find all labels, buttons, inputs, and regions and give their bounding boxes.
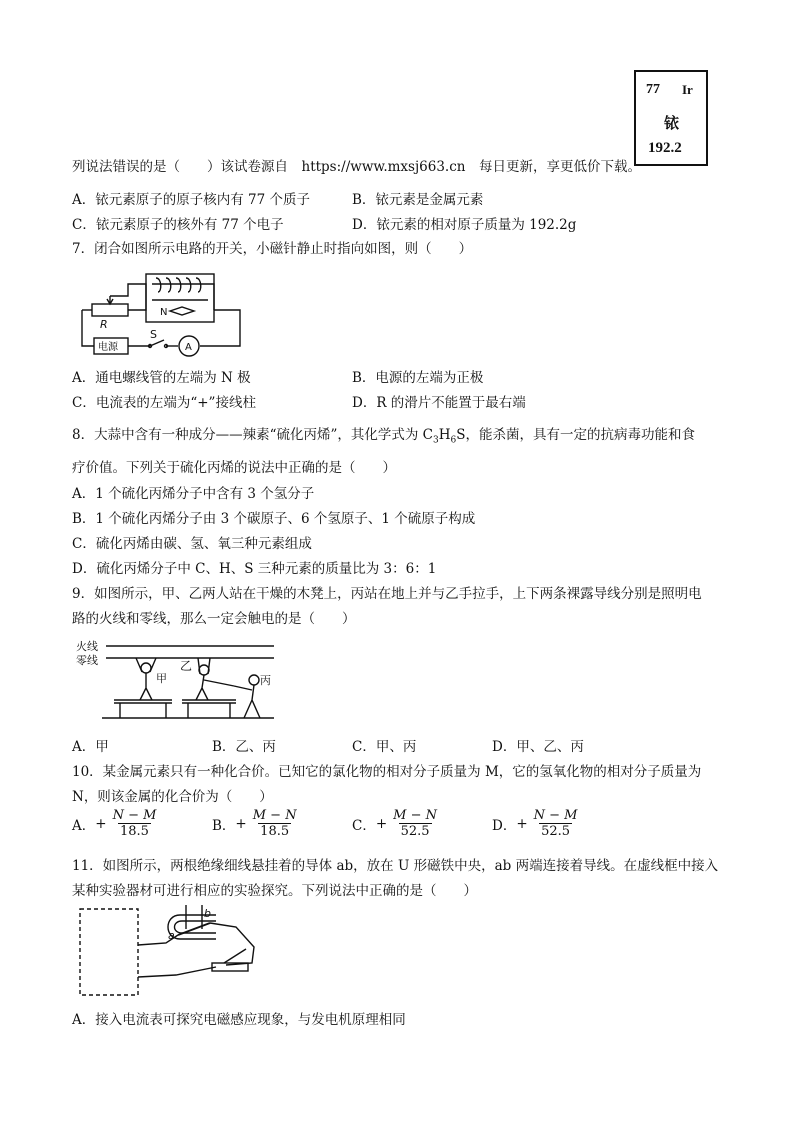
q7-option-c: C．电流表的左端为“+”接线柱 [72, 395, 256, 411]
q6-option-c: C．铱元素原子的核外有 77 个电子 [72, 217, 284, 233]
rheostat-icon [92, 304, 128, 316]
q9-option-c: C．甲、丙 [352, 739, 417, 755]
q10-option-b-denominator: 18.5 [260, 824, 290, 839]
stool-1 [114, 700, 172, 718]
label-ammeter: A [185, 342, 192, 353]
q10-option-c-letter: C． [352, 817, 376, 834]
q10-option-b-numerator: M − N [252, 808, 297, 823]
stool-2 [182, 700, 236, 718]
element-name: 铱 [664, 114, 680, 132]
q10-option-a [72, 808, 158, 839]
q10-option-c-sign: + [375, 815, 388, 832]
q10-option-a-denominator: 18.5 [120, 824, 149, 839]
label-yi: 乙 [180, 659, 193, 673]
q10-option-b-sign: + [235, 815, 247, 832]
q8-sub-c: 3 [433, 435, 439, 446]
q8-stem [72, 426, 695, 450]
q8-option-c: C．硫化丙烯由碳、氢、氧三种元素组成 [72, 536, 312, 552]
label-source: 电源 [98, 342, 118, 353]
dashed-box [80, 909, 138, 995]
label-r: R [100, 318, 108, 331]
q7-option-b: B．电源的左端为正极 [352, 370, 484, 386]
q8-stem-h: H [438, 427, 451, 443]
element-symbol: Ir [682, 82, 693, 97]
q10-option-d-numerator: N − M [533, 808, 578, 823]
q8-sub-h: 6 [450, 435, 457, 446]
q8-option-b: B．1 个硫化丙烯分子由 3 个碳原子、6 个氢原子、1 个硫原子构成 [72, 511, 476, 527]
label-n: N [160, 307, 168, 318]
q6-option-b: B．铱元素是金属元素 [352, 192, 484, 208]
q10-stem-1: 10．某金属元素只有一种化合价。已知它的氯化物的相对分子质量为 M，它的氢氧化物的相对分子质量为 [72, 764, 702, 780]
q9-stem-2: 路的火线和零线，那么一定会触电的是（ ） [72, 611, 356, 627]
label-jia: 甲 [156, 672, 167, 685]
q8-stem-a: 8．大蒜中含有一种成分——辣素“硫化丙烯”，其化学式为 C [72, 427, 434, 443]
q7-option-a: A．通电螺线管的左端为 N 极 [72, 370, 251, 386]
q6-stem: 列说法错误的是（ ）该试卷源自 https://www.mxsj663.cn 每日更新，享更低价下载。 [72, 159, 641, 175]
element-card [634, 70, 708, 166]
q9-option-b: B．乙、丙 [212, 739, 276, 755]
q8-stem-2: 疗价值。下列关于硫化丙烯的说法中正确的是（ ） [72, 460, 396, 476]
compass-needle-icon [170, 307, 194, 315]
q7-option-d: D．R 的滑片不能置于最右端 [352, 395, 526, 411]
label-b: b [204, 907, 211, 920]
q10-option-c-denominator: 52.5 [400, 824, 430, 839]
q10-option-b [212, 808, 299, 839]
element-mass: 192.2 [648, 140, 682, 156]
q10-option-a-letter: A． [72, 817, 96, 834]
q10-option-a-numerator: N − M [112, 808, 157, 823]
q11-stem-2: 某种实验器材可进行相应的实验探究。下列说法中正确的是（ ） [72, 883, 477, 899]
label-s: S [150, 328, 157, 341]
q9-electric-shock-figure [74, 636, 284, 722]
q8-stem-b: S，能杀菌，具有一定的抗病毒功能和食 [456, 427, 696, 443]
q10-option-d-sign: + [516, 815, 528, 832]
q10-option-d-letter: D． [492, 817, 517, 834]
q9-option-a: A．甲 [72, 739, 109, 755]
q11-magnet-figure [76, 905, 266, 1001]
q9-stem-1: 9．如图所示，甲、乙两人站在干燥的木凳上，丙站在地上并与乙手拉手，上下两条裸露导线分别是照明电 [72, 586, 702, 602]
q10-option-b-letter: B． [212, 817, 236, 834]
q8-option-d: D．硫化丙烯分子中 C、H、S 三种元素的质量比为 3：6：1 [72, 561, 437, 577]
label-live-wire: 火线 [76, 640, 98, 653]
q6-option-d: D．铱元素的相对原子质量为 192.2g [352, 217, 577, 233]
q10-option-a-sign: + [95, 815, 107, 832]
q11-stem-1: 11．如图所示，两根绝缘细线悬挂着的导体 ab，放在 U 形磁铁中央，ab 两端连接着导线。在虚线框中接入 [72, 858, 719, 874]
q10-option-c [352, 808, 439, 839]
q8-option-a: A．1 个硫化丙烯分子中含有 3 个氢分子 [72, 486, 315, 502]
q6-option-a: A．铱元素原子的原子核内有 77 个质子 [72, 192, 311, 208]
q10-option-d-denominator: 52.5 [541, 824, 571, 839]
label-bing: 丙 [260, 674, 271, 687]
q7-stem: 7．闭合如图所示电路的开关，小磁针静止时指向如图，则（ ） [72, 241, 473, 257]
q10-option-c-numerator: M − N [393, 808, 437, 823]
q7-circuit-figure [78, 270, 248, 360]
q10-stem-2: N，则该金属的化合价为（ ） [72, 789, 273, 805]
q11-option-a: A．接入电流表可探究电磁感应现象，与发电机原理相同 [72, 1012, 406, 1028]
label-neutral-wire: 零线 [76, 654, 98, 667]
element-number: 77 [646, 82, 660, 97]
label-a: a [168, 929, 175, 942]
q9-option-d: D．甲、乙、丙 [492, 739, 584, 755]
q10-option-d [492, 808, 579, 839]
